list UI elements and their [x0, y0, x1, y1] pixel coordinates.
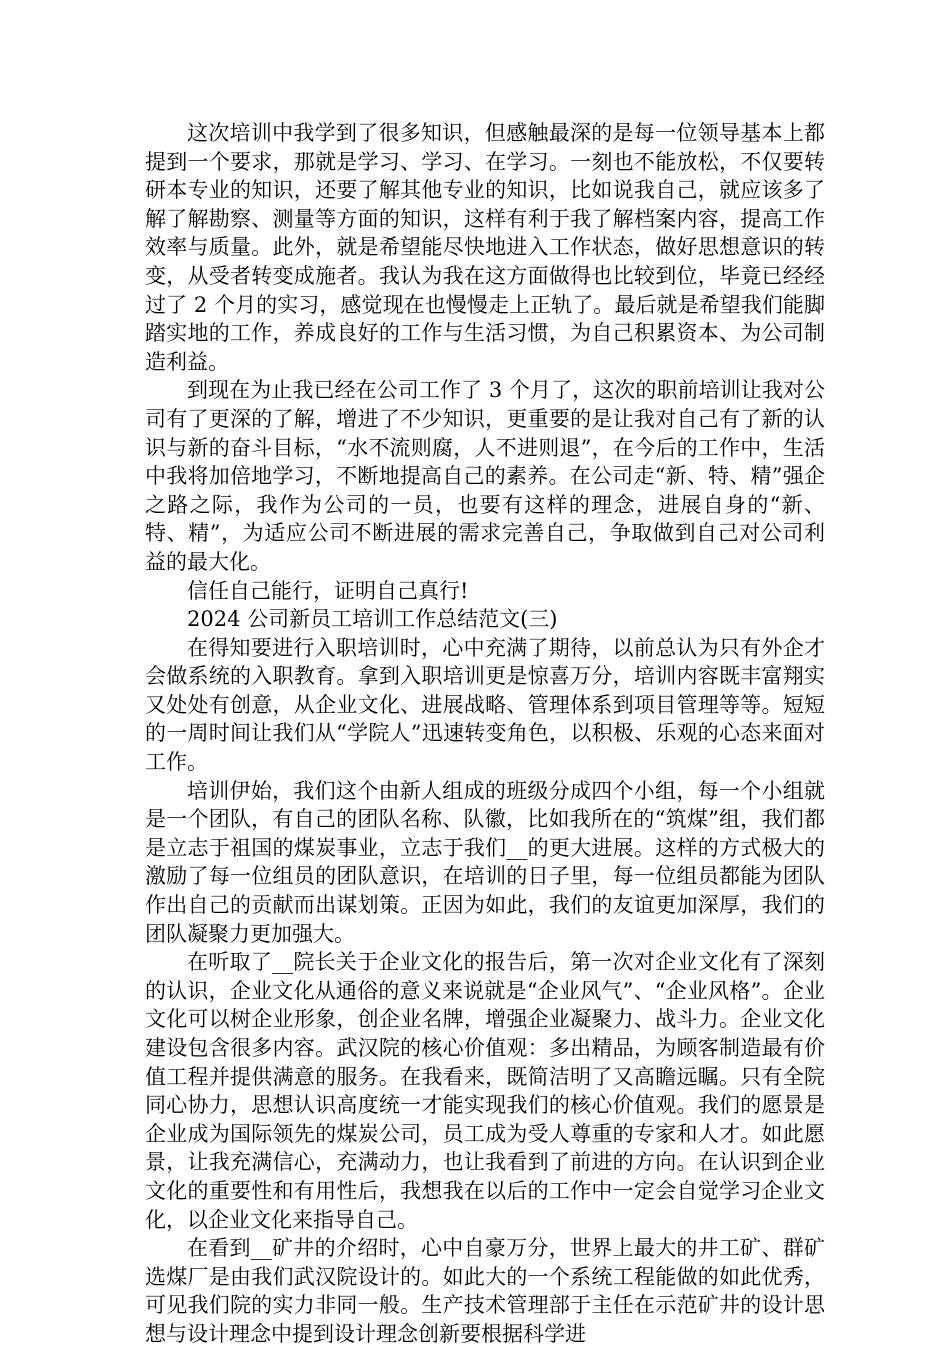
body-text — [145, 119, 825, 1349]
section-heading: 2024 公司新员工培训工作总结范文(三) — [187, 607, 558, 632]
paragraph-corporate-culture: 在听取了__院长关于企业文化的报告后，第一次对企业文化有了深刻的认识，企业文化从通俗的意义来说就是“企业风气”、“企业风格”。企业文化可以树企业形象，创企业名牌，增强企业凝聚力、战斗力。企业文化建设包含很多内容。武汉院的核心价值观：多出精品，为顾客制造最有价值工程并提供满意的服务。在我看来，既简洁明了又高瞻远瞩。只有全院同心协力，思想认识高度统一才能实现我们的核心价值观。我们的愿景是企业成为国际领先的煤炭公司，员工成为受人尊重的专家和人才。如此愿景，让我充满信心，充满动力，也让我看到了前进的方向。在认识到企业文化的重要性和有用性后，我想我在以后的工作中一定会自觉学习企业文化，以企业文化来指导自己。 — [145, 950, 825, 1232]
paragraph-three-months: 到现在为止我已经在公司工作了 3 个月了，这次的职前培训让我对公司有了更深的了解，增进了不少知识，更重要的是让我对自己有了新的认识与新的奋斗目标，“水不流则腐，人不进则退”，在今后的工作中，生活中我将加倍地学习，不断地提高自己的素养。在公司走“新、特、精”强企之路之际，我作为公司的一员，也要有这样的理念，进展自身的“新、特、精”，为适应公司不断进展的需求完善自己，争取做到自己对公司利益的最大化。 — [145, 378, 825, 574]
paragraph-mine-introduction: 在看到__矿井的介绍时，心中自豪万分，世界上最大的井工矿、群矿选煤厂是由我们武汉院设计的。如此大的一个系统工程能做的如此优秀，可见我们院的实力非同一般。生产技术管理部于主任在示范矿井的设计思想与设计理念中提到设计理念创新要根据科学进 — [145, 1236, 825, 1346]
paragraph-onboarding-expectation: 在得知要进行入职培训时，心中充满了期待，以前总认为只有外企才会做系统的入职教育。拿到入职培训更是惊喜万分，培训内容既丰富翔实又处处有创意，从企业文化、进展战略、管理体系到项目管理等等。短短的一周时间让我们从“学院人”迅速转变角色，以积极、乐观的心态来面对工作。 — [145, 635, 825, 775]
paragraph-self-confidence: 信任自己能行，证明自己真行! — [187, 578, 469, 603]
paragraph-team-groups: 培训伊始，我们这个由新人组成的班级分成四个小组，每一个小组就是一个团队，有自己的团队名称、队徽，比如我所在的“筑煤”组，我们都是立志于祖国的煤炭事业，立志于我们__的更大进展。这样的方式极大的激励了每一位组员的团队意识，在培训的日子里，每一位组员都能为团队作出自己的贡献而出谋划策。正因为如此，我们的友谊更加深厚，我们的团队凝聚力更加强大。 — [145, 778, 825, 946]
paragraph-training-knowledge: 这次培训中我学到了很多知识，但感触最深的是每一位领导基本上都提到一个要求，那就是学习、学习、在学习。一刻也不能放松，不仅要转研本专业的知识，还要了解其他专业的知识，比如说我自己，就应该多了解了解勘察、测量等方面的知识，这样有利于我了解档案内容，提高工作效率与质量。此外，就是希望能尽快地进入工作状态，做好思想意识的转变，从受者转变成施者。我认为我在这方面做得也比较到位，毕竟已经经过了 2 个月的实习，感觉现在也慢慢走上正轨了。最后就是希望我们能脚踏实地的工作，养成良好的工作与生活习惯，为自己积累资本、为公司制造利益。 — [145, 121, 825, 374]
